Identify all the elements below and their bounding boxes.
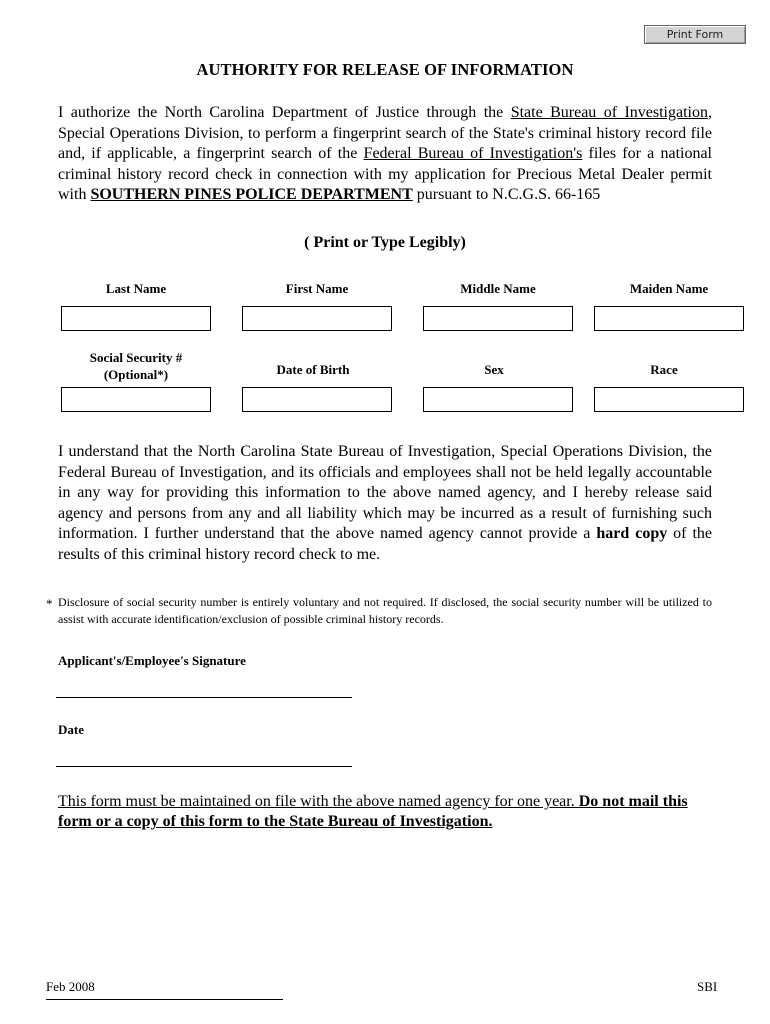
first-name-input[interactable] <box>243 307 391 330</box>
last-name-box <box>61 306 211 331</box>
retention-notice: This form must be maintained on file with the above named agency for one year. Do not mail this form or a copy of this form to the State Bureau of Investigation. <box>58 793 688 830</box>
dob-box <box>242 387 392 412</box>
page-title: AUTHORITY FOR RELEASE OF INFORMATION <box>196 60 574 79</box>
sex-label: Sex <box>484 362 504 377</box>
ssn-box <box>61 387 211 412</box>
disclosure-asterisk: * <box>46 596 53 611</box>
do-not-mail-warning: Do not mail this form or a copy of this form to the State Bureau of Investigation. <box>58 793 688 830</box>
ssn-input[interactable] <box>62 388 210 411</box>
sbi-reference: State Bureau of Investigation <box>510 104 708 121</box>
agency-name: SOUTHERN PINES POLICE DEPARTMENT <box>90 186 413 204</box>
middle-name-input[interactable] <box>424 307 572 330</box>
understanding-paragraph: I understand that the North Carolina State Bureau of Investigation, Special Operations Division, the Federal Bureau of Investigation, and its officials and employees shall not be held legally accountable in any way for providing this information to the above named agency, and I hereby release said agency and persons from any and all liability which may be incurred as a result of furnishing such information. I further understand that the above named agency cannot provide a hard copy of the results of this criminal history record check to me. <box>58 443 712 563</box>
last-name-label: Last Name <box>105 281 167 296</box>
maiden-name-box <box>594 306 744 331</box>
authorization-paragraph: I authorize the North Carolina Department of Justice through the State Bureau of Investigation, Special Operations Division, to perform a fingerprint search of the State's criminal history record file and, if applicable, a fingerprint search of the Federal Bureau of Investigation's files for a national criminal history record check in connection with my application for Precious Metal Dealer permit with SOUTHERN PINES POLICE DEPARTMENT pursuant to N.C.G.S. 66-165 <box>58 104 713 204</box>
first-name-box <box>242 306 392 331</box>
form-date: Feb 2008 <box>46 979 95 994</box>
middle-name-label: Middle Name <box>460 281 536 296</box>
race-box <box>594 387 744 412</box>
sex-input[interactable] <box>424 388 572 411</box>
first-name-label: First Name <box>285 281 349 296</box>
last-name-input[interactable] <box>62 307 210 330</box>
date-line[interactable] <box>56 766 352 767</box>
dob-label: Date of Birth <box>276 362 350 377</box>
race-input[interactable] <box>595 388 743 411</box>
dob-input[interactable] <box>243 388 391 411</box>
maiden-name-input[interactable] <box>595 307 743 330</box>
hard-copy-emphasis: hard copy <box>596 525 668 543</box>
middle-name-box <box>423 306 573 331</box>
date-label: Date <box>58 722 84 737</box>
fbi-reference: Federal Bureau of Investigation's <box>363 145 583 163</box>
signature-label: Applicant's/Employee's Signature <box>58 653 246 668</box>
maiden-name-label: Maiden Name <box>629 281 709 296</box>
ssn-label: Social Security # (Optional*) <box>89 350 183 382</box>
disclosure-note: Disclosure of social security number is entirely voluntary and not required. If disclosed, the social security number will be utilized to assist with accurate identification/exclusion of possible criminal history records. <box>58 595 712 626</box>
signature-line[interactable] <box>56 697 352 698</box>
race-label: Race <box>650 362 678 377</box>
print-instruction: ( Print or Type Legibly) <box>304 234 466 251</box>
footer-rule <box>46 999 283 1000</box>
sex-box <box>423 387 573 412</box>
form-code: SBI <box>697 979 718 994</box>
print-form-button[interactable]: Print Form <box>644 25 746 44</box>
